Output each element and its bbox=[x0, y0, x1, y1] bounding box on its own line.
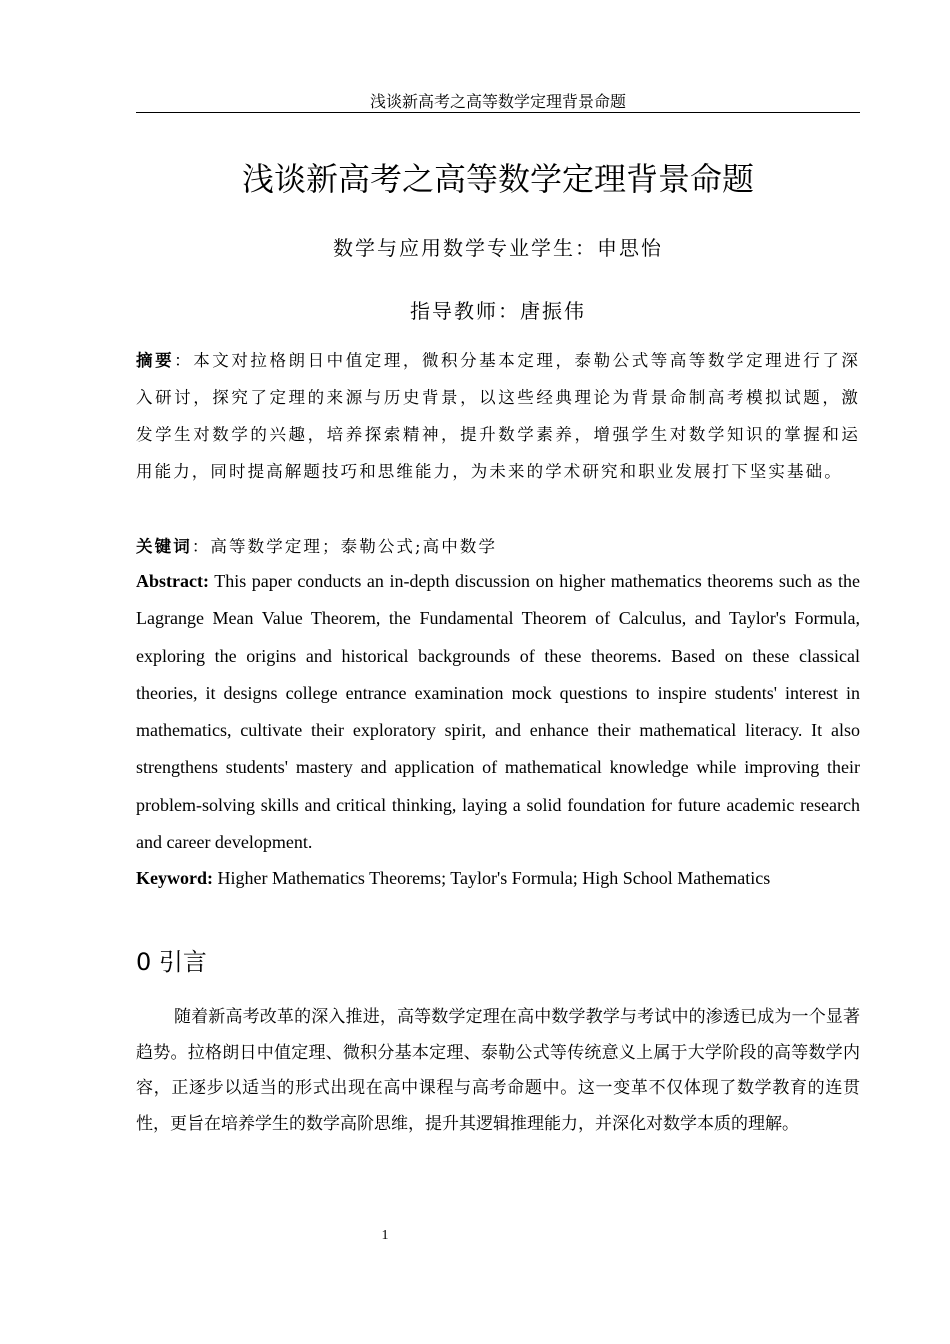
keywords-cn-separator: ： bbox=[191, 537, 211, 556]
english-keywords bbox=[136, 860, 860, 897]
abstract-en-text: This paper conducts an in-depth discussion on higher mathematics theorems such as the Lagrange Mean Value Theorem, the Fundamental Theorem of Calculus, and Taylor's Formula, exploring the origins and historical backgrounds of these theorems. Based on these classical theories, it designs college entrance examination mock questions to inspire students' interest in mathematics, cultivate their exploratory spirit, and enhance their mathematical literacy. It also strengthens students' mastery and application of mathematical knowledge while improving their problem-solving skills and critical thinking, laying a solid foundation for future academic research and career development. bbox=[136, 571, 860, 853]
author-line: 数学与应用数学专业学生：申思怡 bbox=[333, 236, 663, 260]
abstract-cn-label: 摘要 bbox=[136, 351, 175, 370]
abstract-cn-text: 本文对拉格朗日中值定理，微积分基本定理，泰勒公式等高等数学定理进行了深入研讨，探究了定理的来源与历史背景，以这些经典理论为背景命制高考模拟试题，激发学生对数学的兴趣，培养探索精神，提升数学素养，增强学生对数学知识的掌握和运用能力，同时提高解题技巧和思维能力，为未来的学术研究和职业发展打下坚实基础。 bbox=[136, 351, 861, 481]
keywords-en-label: Keyword: bbox=[136, 868, 213, 888]
introduction-paragraph: 随着新高考改革的深入推进，高等数学定理在高中数学教学与考试中的渗透已成为一个显著趋势。拉格朗日中值定理、微积分基本定理、泰勒公式等传统意义上属于大学阶段的高等数学内容，正逐步以适当的形式出现在高中课程与高考命题中。这一变革不仅体现了数学教育的连贯性，更旨在培养学生的数学高阶思维，提升其逻辑推理能力，并深化对数学本质的理解。 bbox=[136, 1007, 860, 1134]
keywords-cn-label: 关键词 bbox=[136, 537, 192, 556]
keywords-en-text: Higher Mathematics Theorems; Taylor's Formula; High School Mathematics bbox=[212, 868, 771, 888]
chinese-keywords bbox=[136, 528, 860, 565]
abstract-en-label: Abstract: bbox=[136, 571, 209, 591]
section-heading-introduction: 0 引言 bbox=[136, 948, 207, 976]
running-header: 浅谈新高考之高等数学定理背景命题 bbox=[369, 92, 626, 111]
advisor-line: 指导教师：唐振伟 bbox=[410, 299, 586, 323]
page-number: 1 bbox=[381, 1228, 389, 1243]
abstract-cn-separator: ： bbox=[174, 351, 194, 370]
keywords-cn-text: 高等数学定理；泰勒公式;高中数学 bbox=[210, 537, 498, 556]
header-rule bbox=[136, 112, 860, 113]
chinese-abstract bbox=[136, 342, 860, 490]
paper-title: 浅谈新高考之高等数学定理背景命题 bbox=[241, 160, 754, 198]
english-abstract bbox=[136, 563, 860, 861]
